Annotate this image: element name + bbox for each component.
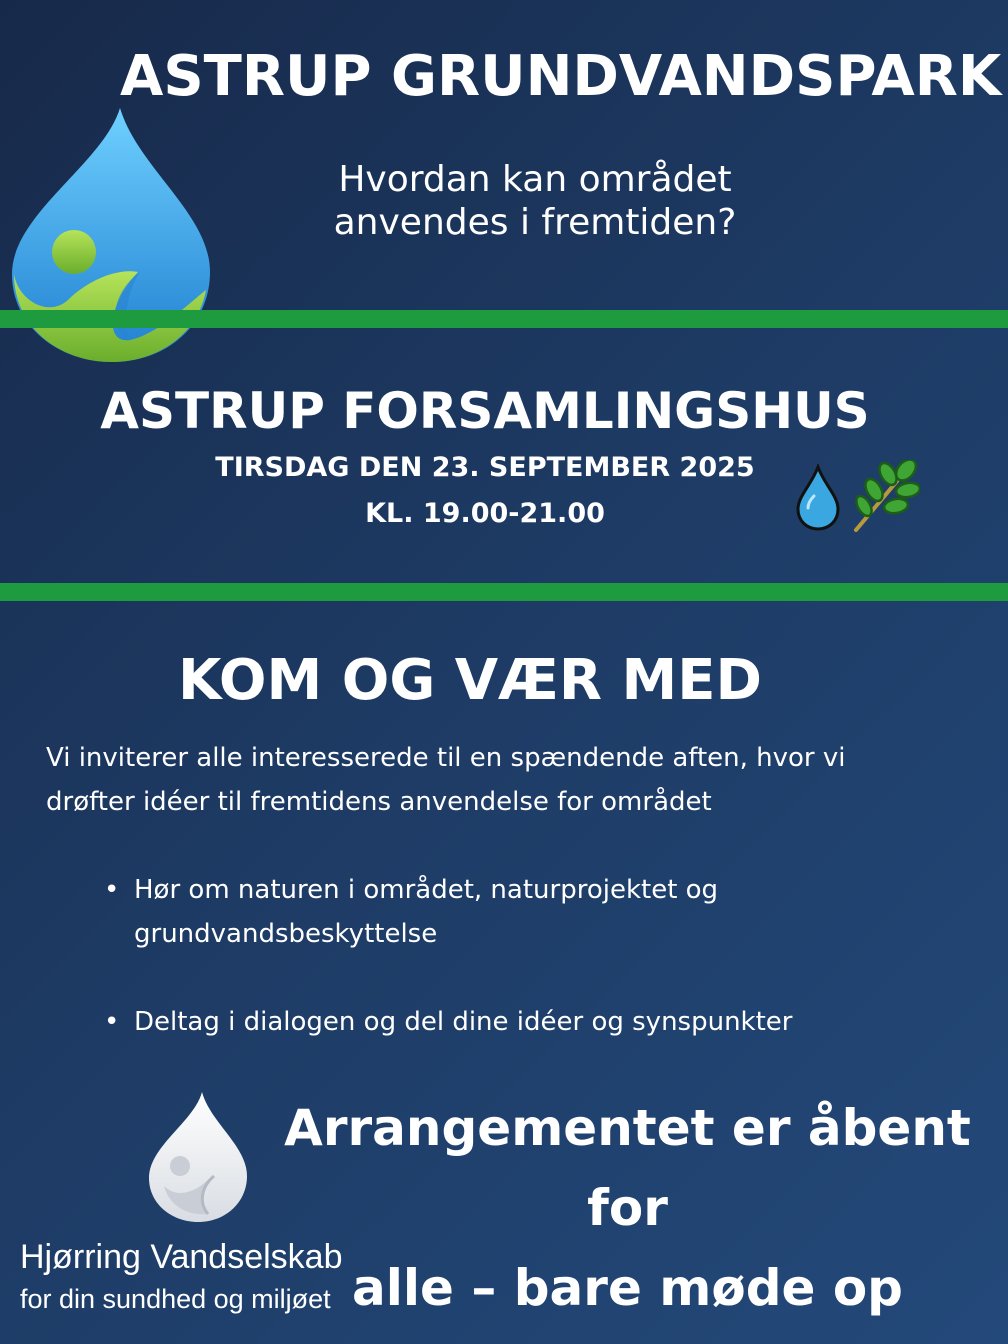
list-item: [100, 868, 920, 956]
event-date: TIRSDAG DEN 23. SEPTEMBER 2025: [215, 452, 755, 483]
bullet-text-line-1: Deltag i dialogen og del dine idéer og synspunkter: [134, 1007, 793, 1037]
venue-title: ASTRUP FORSAMLINGSHUS: [100, 382, 870, 440]
subtitle: [270, 158, 800, 244]
event-time: KL. 19.00-21.00: [365, 498, 605, 529]
water-drop-icon: [794, 464, 842, 532]
brand-name: Hjørring Vandselskab: [20, 1238, 343, 1276]
invite-heading: KOM OG VÆR MED: [178, 648, 762, 713]
intro-line-2: drøfter idéer til fremtidens anvendelse for området: [46, 787, 712, 817]
bullet-text-line-1: Hør om naturen i området, naturprojektet og: [134, 875, 719, 905]
bullet-marker: •: [104, 875, 120, 905]
leaf-icon: [850, 460, 920, 534]
intro-line-1: Vi inviterer alle interesserede til en spændende aften, hvor vi: [46, 743, 846, 773]
subtitle-line-2: anvendes i fremtiden?: [333, 202, 737, 244]
bullet-text-line-2: grundvandsbeskyttelse: [134, 919, 438, 949]
bullet-list: [100, 868, 920, 1044]
closing-line-2: alle – bare møde op: [352, 1259, 903, 1317]
brand-tagline: for din sundhed og miljøet: [20, 1284, 331, 1314]
divider-stripe-top: [0, 310, 1008, 328]
bullet-marker: •: [104, 1007, 120, 1037]
closing-line-1: Arrangementet er åbent for: [284, 1099, 971, 1237]
subtitle-line-1: Hvordan kan området: [338, 159, 732, 200]
list-item: [100, 1000, 920, 1044]
divider-stripe-bottom: [0, 583, 1008, 601]
closing-message: [255, 1088, 1000, 1328]
brand-drop-logo-icon: [146, 1090, 250, 1224]
invite-intro: [46, 736, 976, 824]
page-title: ASTRUP GRUNDVANDSPARK: [120, 44, 1002, 109]
